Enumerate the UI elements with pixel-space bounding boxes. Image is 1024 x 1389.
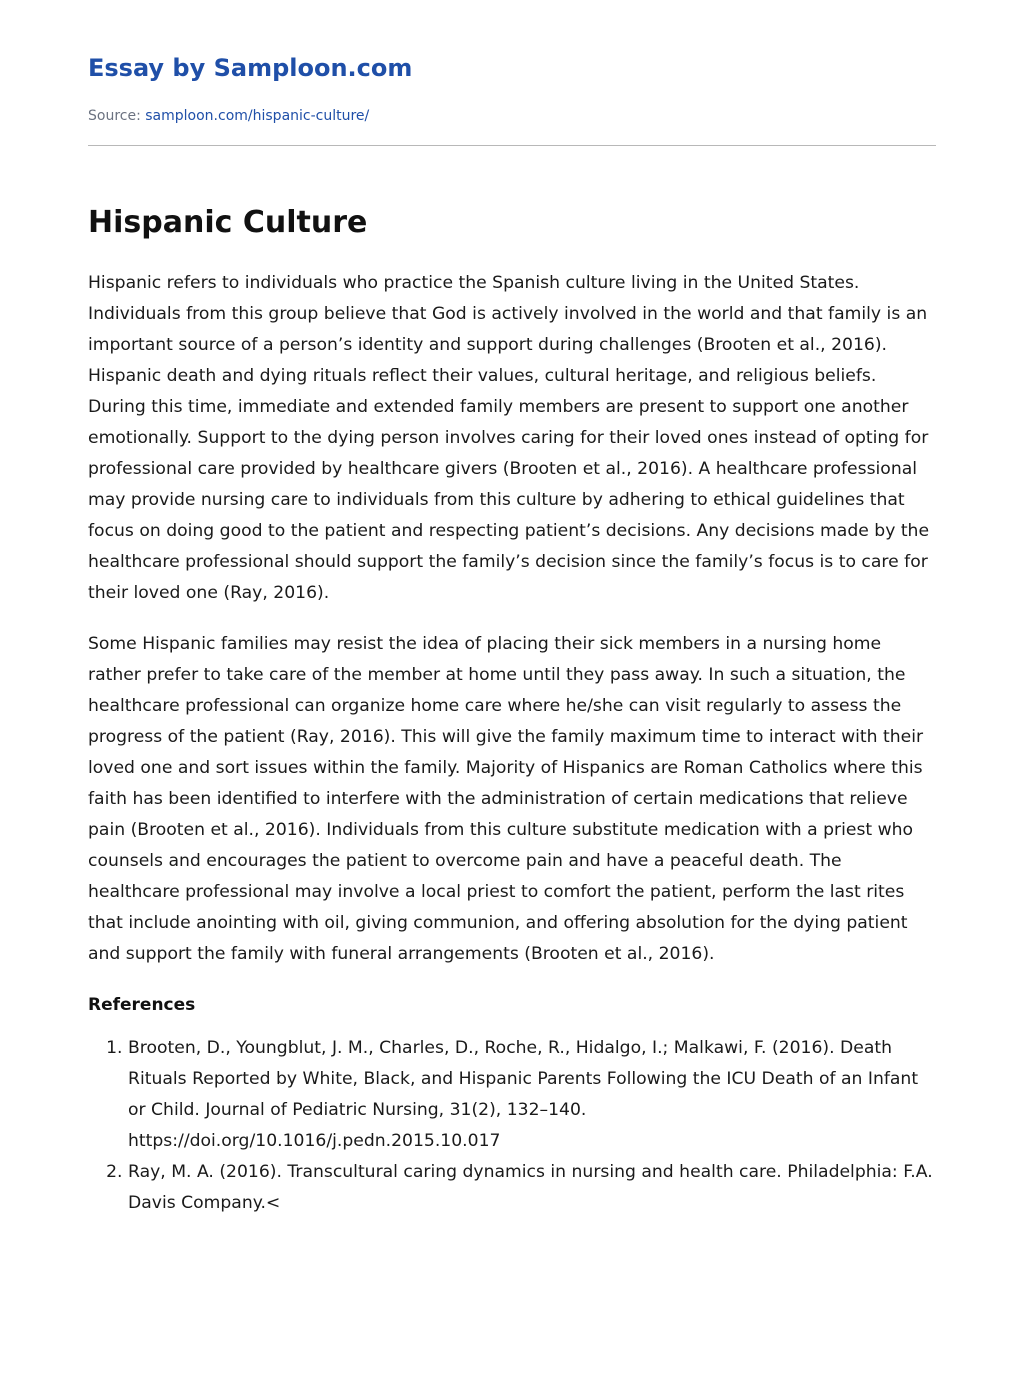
essay-body <box>88 268 936 1219</box>
site-brand: Essay by Samploon.com <box>88 54 413 82</box>
references-list <box>88 1033 936 1219</box>
source-line <box>88 106 369 126</box>
references-heading: References <box>88 995 196 1015</box>
reference-item-1: 1. Brooten, D., Youngblut, J. M., Charles, D., Roche, R., Hidalgo, I.; Malkawi, F. (2016). Death Rituals Reported by White, Black, and Hispanic Parents Following the ICU Death of an Infant or Child. Journal of Pediatric Nursing, 31(2), 132–140. https://doi.org/10.1016/j.pedn.2015.10.017 <box>128 1033 936 1157</box>
source-link[interactable]: samploon.com/hispanic-culture/ <box>145 108 370 124</box>
reference-item-2: 2. Ray, M. A. (2016). Transcultural caring dynamics in nursing and health care. Philadelphia: F.A. Davis Company.< <box>128 1157 936 1219</box>
essay-title: Hispanic Culture <box>88 205 368 240</box>
paragraph-1: Hispanic refers to individuals who practice the Spanish culture living in the United States. Individuals from this group believe that God is actively involved in the world and that family is an important source of a person’s identity and support during challenges (Brooten et al., 2016). Hispanic death and dying rituals reflect their values, cultural heritage, and religious beliefs. During this time, immediate and extended family members are present to support one another emotionally. Support to the dying person involves caring for their loved ones instead of opting for professional care provided by healthcare givers (Brooten et al., 2016). A healthcare professional may provide nursing care to individuals from this culture by adhering to ethical guidelines that focus on doing good to the patient and respecting patient’s decisions. Any decisions made by the healthcare professional should support the family’s decision since the family’s focus is to care for their loved one (Ray, 2016). <box>88 273 930 603</box>
header-divider <box>88 145 936 146</box>
paragraph-2: Some Hispanic families may resist the idea of placing their sick members in a nursing home rather prefer to take care of the member at home until they pass away. In such a situation, the healthcare professional can organize home care where he/she can visit regularly to assess the progress of the patient (Ray, 2016). This will give the family maximum time to interact with their loved one and sort issues within the family. Majority of Hispanics are Roman Catholics where this faith has been identified to interfere with the administration of certain medications that relieve pain (Brooten et al., 2016). Individuals from this culture substitute medication with a priest who counsels and encourages the patient to overcome pain and have a peaceful death. The healthcare professional may involve a local priest to comfort the patient, perform the last rites that include anointing with oil, giving communion, and offering absolution for the dying patient and support the family with funeral arrangements (Brooten et al., 2016). <box>88 634 924 964</box>
source-label: Source: <box>88 108 141 124</box>
